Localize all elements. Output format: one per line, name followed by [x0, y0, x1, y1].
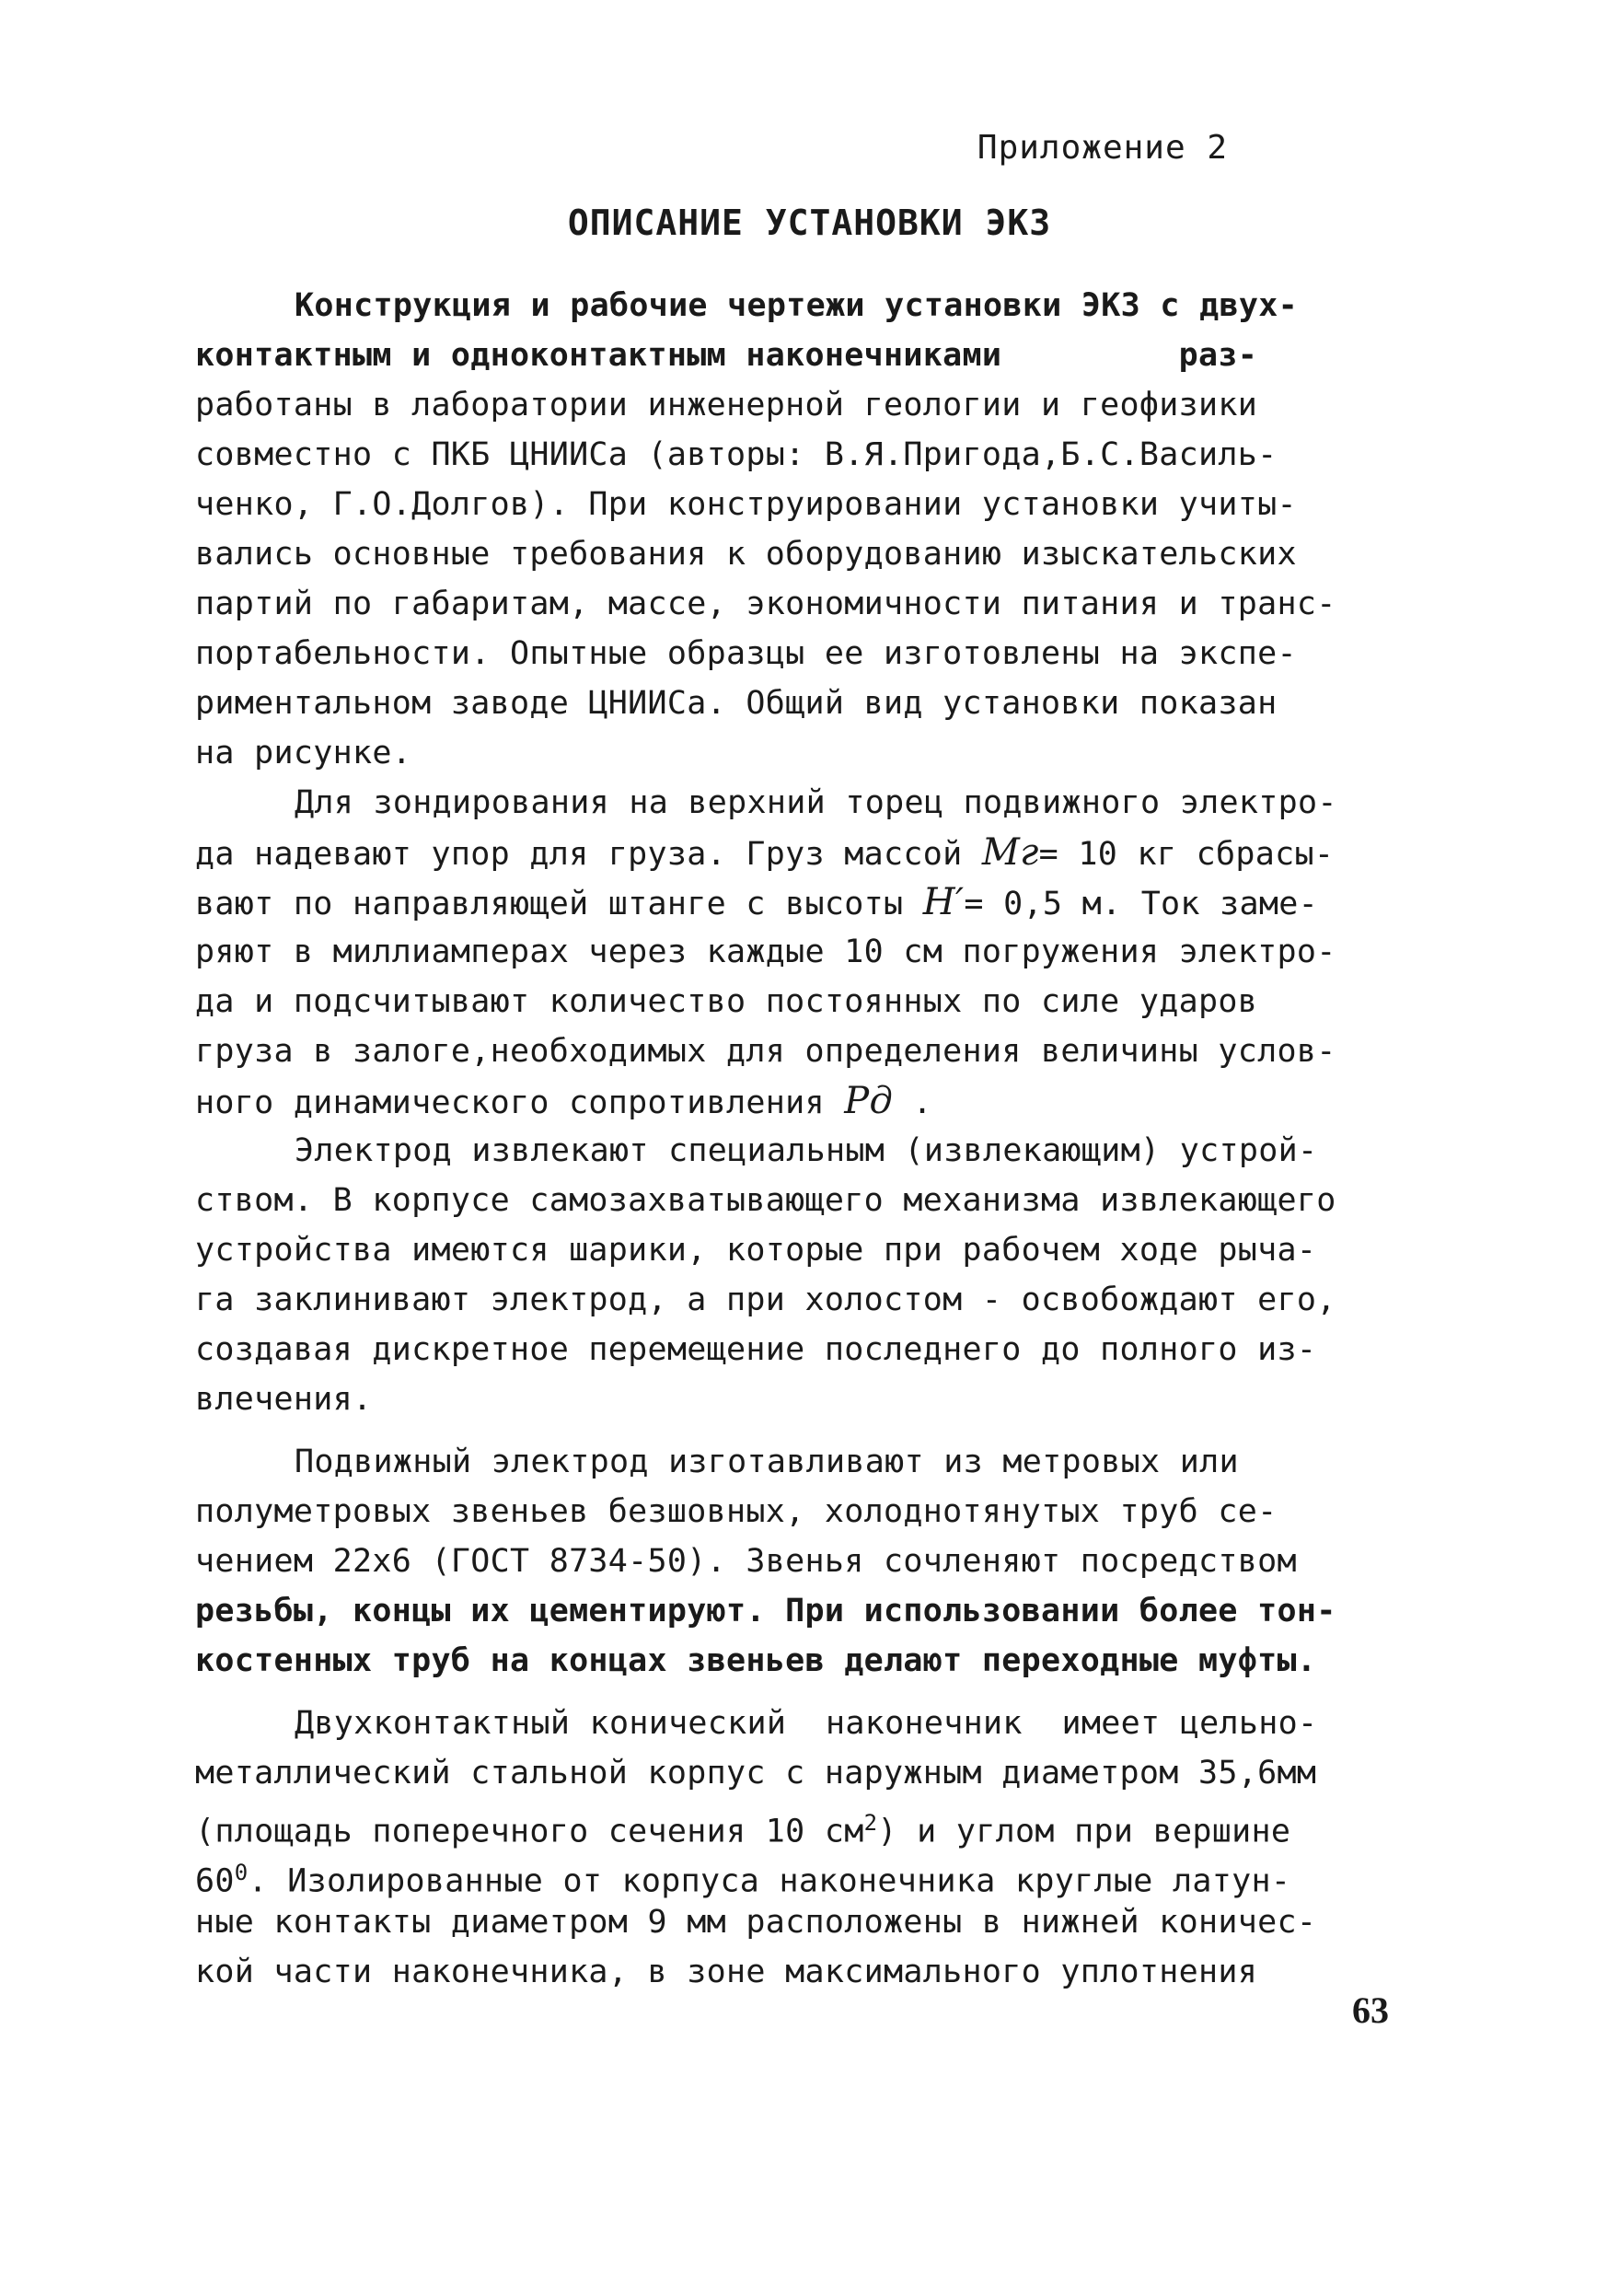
text-line: металлический стальной корпус с наружным диаметром 35,6мм: [195, 1755, 1317, 1792]
text-line: на рисунке.: [195, 735, 412, 771]
text-line: [195, 828, 1396, 877]
text-span: ного динамического сопротивления: [195, 1084, 845, 1121]
text-line: да и подсчитывают количество постоянных по силе ударов: [195, 983, 1258, 1020]
text-line: вались основные требования к оборудованию изыскательских: [195, 536, 1297, 573]
superscript: 0: [234, 1860, 249, 1885]
resistance-symbol: Pд: [844, 1080, 894, 1122]
text-line: устройства имеются шарики, которые при рабочем ходе рыча-: [195, 1232, 1317, 1269]
appendix-label: Приложение 2: [977, 129, 1228, 167]
superscript: 2: [863, 1810, 878, 1836]
text-span: (площадь поперечного сечения 10 см: [195, 1813, 864, 1850]
text-line: портабельности. Опытные образцы ее изготовлены на экспе-: [195, 635, 1297, 672]
text-line: кой части наконечника, в зоне максимального уплотнения: [195, 1954, 1258, 1990]
paragraph-gap: [195, 1686, 1396, 1699]
paragraph-5: [195, 1699, 1396, 1997]
paragraph-1: [195, 281, 1396, 778]
text-span: = 10 кг сбрасы-: [1038, 836, 1335, 873]
text-line: влечения.: [195, 1381, 373, 1418]
text-line: Электрод извлекают специальным (извлекающим) устрой-: [295, 1132, 1318, 1169]
text-line: совместно с ПКБ ЦНИИСа (авторы: В.Я.Пригода,Б.С.Василь-: [195, 436, 1278, 473]
text-line: костенных труб на концах звеньев делают переходные муфты.: [195, 1642, 1317, 1679]
text-line: работаны в лаборатории инженерной геологии и геофизики: [195, 387, 1258, 423]
text-line: га заклинивают электрод, а при холостом - освобождают его,: [195, 1281, 1336, 1318]
text-line: [195, 1848, 1396, 1900]
text-line: резьбы, концы их цементируют. При использовании более тон-: [195, 1593, 1336, 1629]
text-span: ) и углом при вершине: [877, 1813, 1291, 1850]
text-span: .: [893, 1084, 932, 1121]
text-line: ные контакты диаметром 9 мм расположены в нижней коничес-: [195, 1904, 1317, 1941]
text-line: партий по габаритам, массе, экономичности питания и транс-: [195, 586, 1336, 622]
page-title: ОПИСАНИЕ УСТАНОВКИ ЭКЗ: [567, 203, 1052, 243]
text-line: [195, 1798, 1396, 1848]
text-line: Двухконтактный конический наконечник имеет цельно-: [295, 1705, 1318, 1742]
text-line: [195, 1076, 1396, 1126]
text-line: Конструкция и рабочие чертежи установки ЭКЗ с двух-: [295, 287, 1298, 324]
page-number: 63: [1352, 1989, 1389, 2031]
text-line: риментальном заводе ЦНИИСа. Общий вид установки показан: [195, 685, 1278, 722]
text-line: груза в залоге,необходимых для определения величины услов-: [195, 1033, 1336, 1070]
text-line: ством. В корпусе самозахватывающего механизма извлекающего: [195, 1182, 1336, 1219]
paragraph-4: [195, 1437, 1396, 1686]
body-text: [195, 281, 1396, 1997]
paragraph-gap: [195, 1424, 1396, 1437]
text-line: полуметровых звеньев безшовных, холоднотянутых труб се-: [195, 1493, 1278, 1530]
text-span: = 0,5 м. Ток заме-: [964, 886, 1319, 922]
text-line: создавая дискретное перемещение последнего до полного из-: [195, 1331, 1317, 1368]
text-span: вают по направляющей штанге с высоты: [195, 886, 923, 922]
text-span: . Изолированные от корпуса наконечника круглые латун-: [248, 1862, 1291, 1900]
text-line: ряют в миллиамперах через каждые 10 см погружения электро-: [195, 933, 1336, 970]
text-line: Для зондирования на верхний торец подвижного электро-: [295, 784, 1337, 821]
height-symbol: H′: [922, 881, 965, 923]
text-line: контактным и одноконтактным наконечниками раз-: [195, 337, 1258, 374]
text-line: чением 22х6 (ГОСТ 8734-50). Звенья сочленяют посредством: [195, 1543, 1297, 1580]
text-line: ченко, Г.О.Долгов). При конструировании установки учиты-: [195, 486, 1297, 523]
text-line: [195, 877, 1396, 927]
mass-symbol: Mг: [981, 831, 1039, 874]
paragraph-3: [195, 1126, 1396, 1424]
text-span: да надевают упор для груза. Груз массой: [195, 836, 982, 873]
paragraph-2: [195, 778, 1396, 1126]
text-span: 60: [195, 1862, 235, 1900]
text-line: Подвижный электрод изготавливают из метровых или: [295, 1444, 1239, 1480]
